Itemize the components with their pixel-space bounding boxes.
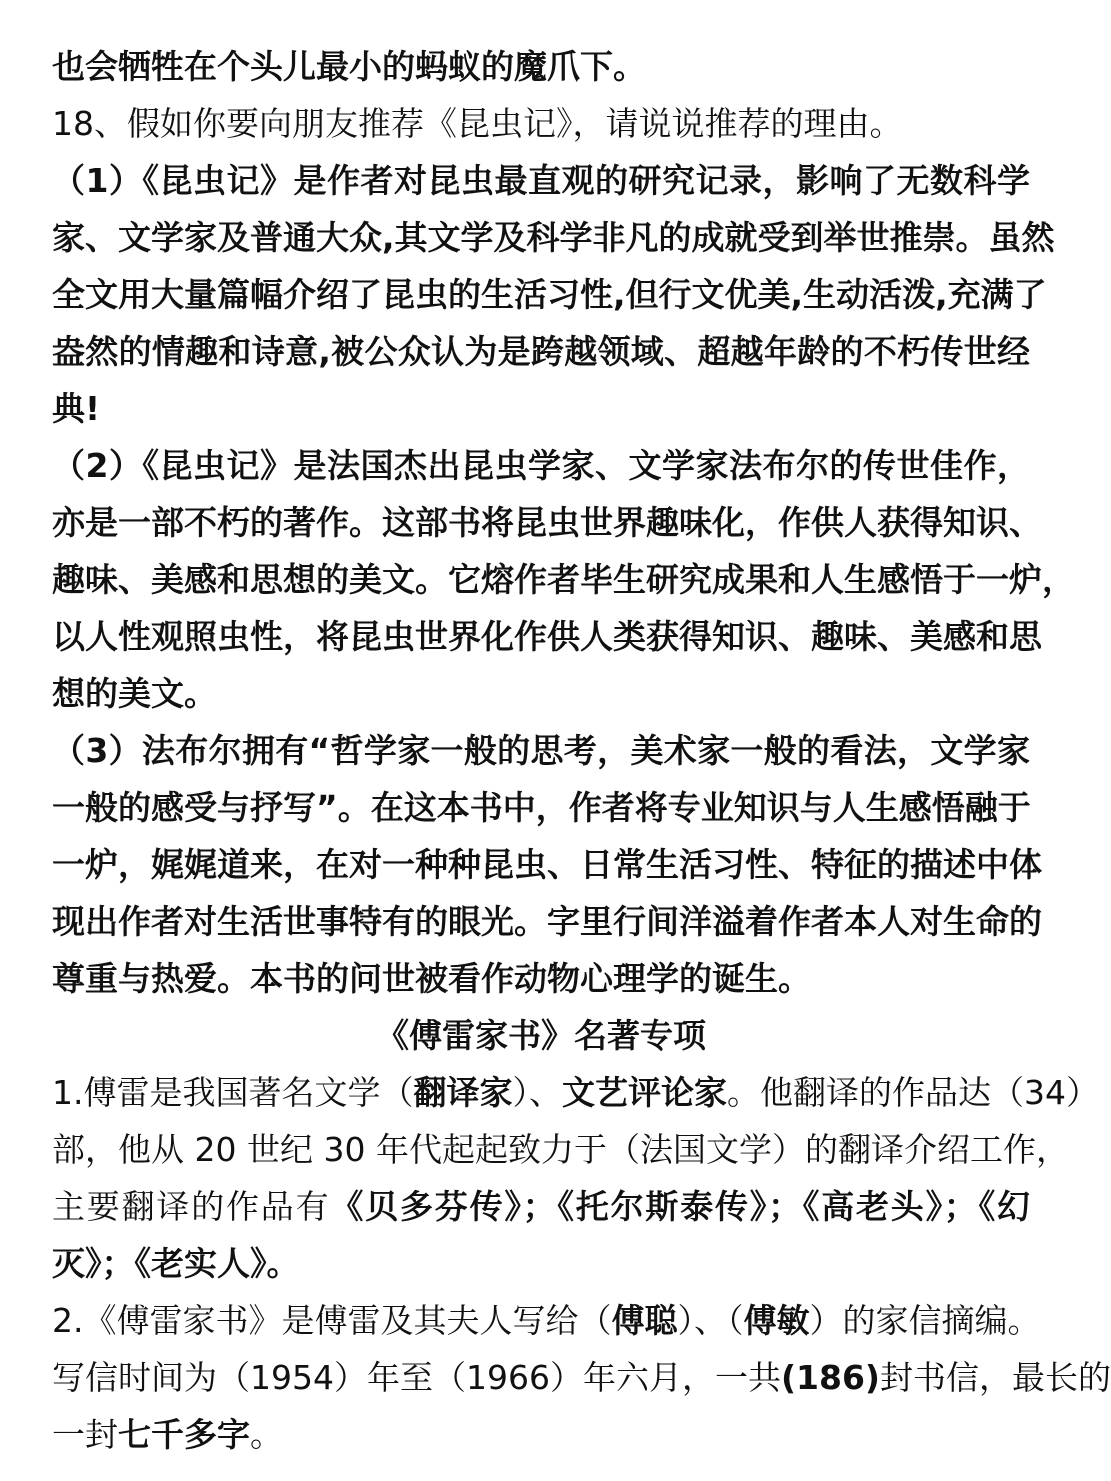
answer-1-line: 全文用大量篇幅介绍了昆虫的生活习性,但行文优美,生动活泼,充满了	[52, 275, 1047, 314]
answer-3-line: 现出作者对生活世事特有的眼光。字里行间洋溢着作者本人对生命的	[52, 902, 1042, 941]
answer-2-line: 以人性观照虫性，将昆虫世界化作供人类获得知识、趣味、美感和思	[52, 617, 1042, 656]
q2-text: 写信时间为（1954）年至（1966）年六月，一共	[52, 1358, 781, 1397]
q1-text: 。他翻译的作品达（34）	[727, 1073, 1099, 1112]
q1-answer-works: 《贝多芬传》；《托尔斯泰传》；《高老头》；《幻	[330, 1187, 1031, 1226]
answer-3-line: （3）法布尔拥有“哲学家一般的思考，美术家一般的看法，文学家	[52, 731, 1030, 770]
q2-answer-count: (186)	[780, 1358, 881, 1397]
section-heading: 《傅雷家书》名著专项	[376, 1016, 706, 1055]
answer-1-line: 典!	[52, 389, 101, 428]
answer-2-line: 亦是一部不朽的著作。这部书将昆虫世界趣味化，作供人获得知识、	[52, 503, 1042, 542]
answer-3-line: 一炉，娓娓道来，在对一种种昆虫、日常生活习性、特征的描述中体	[52, 845, 1042, 884]
q1-text: 主要翻译的作品有	[52, 1187, 331, 1226]
fu-lei-q1-line	[52, 1064, 1099, 1121]
q1-answer-translator: 翻译家	[413, 1073, 513, 1112]
text-line: 也会牺牲在个头儿最小的蚂蚁的魔爪下。	[52, 47, 646, 86]
fu-lei-q2-line	[52, 1349, 1111, 1406]
q1-answer-critic: 文艺评论家	[562, 1073, 727, 1112]
q2-answer-length: 七千多字	[118, 1415, 250, 1454]
q2-text: 2.《傅雷家书》是傅雷及其夫人写给（	[52, 1301, 612, 1340]
fu-lei-q1-line: 灭》；《老实人》。	[52, 1244, 300, 1283]
q2-answer-fucong: 傅聪	[611, 1301, 678, 1340]
answer-2-line: （2）《昆虫记》是法国杰出昆虫学家、文学家法布尔的传世佳作，	[52, 446, 1030, 485]
answer-2-line: 想的美文。	[52, 674, 217, 713]
answer-1-line: （1）《昆虫记》是作者对昆虫最直观的研究记录，影响了无数科学	[52, 161, 1030, 200]
document-page	[52, 38, 1111, 1463]
q2-answer-fumin: 傅敏	[743, 1301, 810, 1340]
question-18: 18、假如你要向朋友推荐《昆虫记》，请说说推荐的理由。	[52, 104, 903, 143]
q2-text: ）的家信摘编。	[809, 1301, 1041, 1340]
q2-text: 。	[250, 1415, 283, 1454]
answer-3-line: 一般的感受与抒写”。在这本书中，作者将专业知识与人生感悟融于	[52, 788, 1031, 827]
fu-lei-q2-line	[52, 1292, 1041, 1349]
q1-text: ）、	[512, 1073, 562, 1112]
q2-text: 封书信，最长的	[880, 1358, 1111, 1397]
q1-text: 1.傅雷是我国著名文学（	[52, 1073, 414, 1112]
fu-lei-q2-line	[52, 1406, 1030, 1463]
fu-lei-q1-line	[52, 1178, 1030, 1235]
q2-text: ）、（	[677, 1301, 744, 1340]
q2-text: 一封	[52, 1415, 118, 1454]
answer-1-line: 家、文学家及普通大众,其文学及科学非凡的成就受到举世推崇。虽然	[52, 218, 1055, 257]
answer-2-line: 趣味、美感和思想的美文。它熔作者毕生研究成果和人生感悟于一炉，	[52, 560, 1075, 599]
answer-1-line: 盎然的情趣和诗意,被公众认为是跨越领域、超越年龄的不朽传世经	[52, 332, 1030, 371]
answer-3-line: 尊重与热爱。本书的问世被看作动物心理学的诞生。	[52, 959, 811, 998]
fu-lei-q1-line: 部，他从 20 世纪 30 年代起起致力于（法国文学）的翻译介绍工作，	[52, 1130, 1069, 1169]
